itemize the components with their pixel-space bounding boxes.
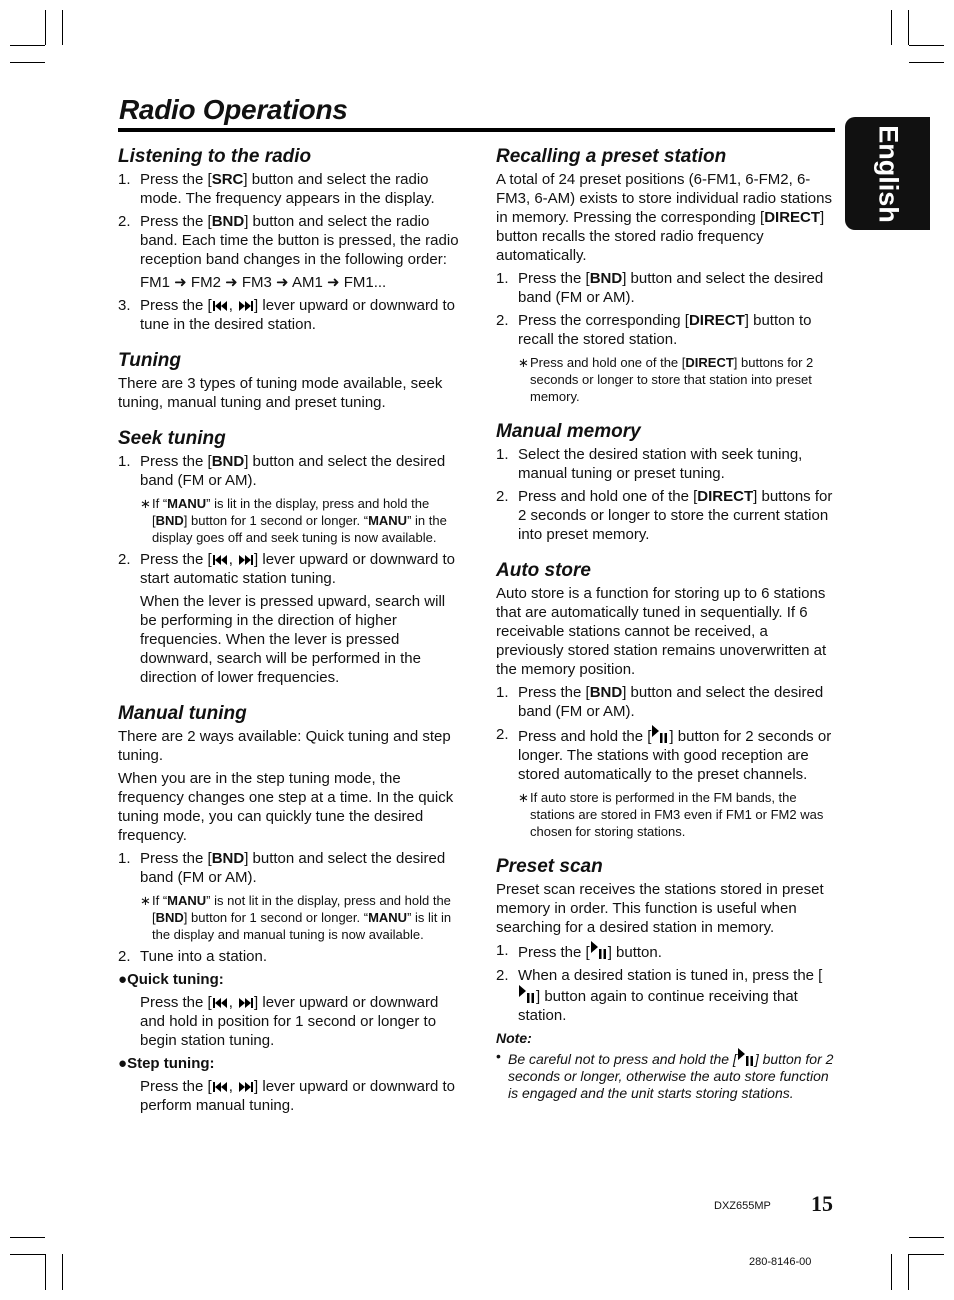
crop-mark (909, 45, 944, 46)
button-name: BND (211, 850, 245, 867)
step (496, 311, 836, 405)
part-number: 280-8146-00 (749, 1256, 812, 1268)
step (118, 296, 463, 334)
button-name: DIRECT (697, 488, 754, 505)
footnote-text: ” is lit in the display, press and hold the [ (152, 496, 430, 528)
section-preset-scan (496, 856, 836, 1102)
bullet-icon: ● (118, 1055, 128, 1072)
step-text: Press and hold one of the [ (518, 488, 698, 505)
step-number: 2. (496, 967, 509, 984)
footnote (518, 789, 836, 840)
crop-mark (891, 1254, 892, 1290)
indicator-name: MANU (368, 513, 408, 528)
seek-up-icon (237, 300, 254, 312)
seek-down-icon (212, 1081, 229, 1093)
step-text: ] button and select the radio band. Each time the button is pressed, the radio reception band changes in the following order: (140, 213, 459, 268)
button-name: DIRECT (685, 355, 734, 370)
button-name: DIRECT (764, 209, 821, 226)
section-heading: Tuning (118, 350, 181, 371)
step (496, 445, 836, 483)
section-auto-store (496, 560, 836, 840)
step-text: ] button to recall the stored station. (518, 312, 812, 348)
footnote-text: ] button for 1 second or longer. “ (183, 910, 369, 925)
band-label: FM1 (140, 274, 170, 291)
footnote-text: ” is lit in the display and manual tuning is now available. (152, 910, 452, 942)
section-heading: Preset scan (496, 856, 603, 877)
indicator-name: MANU (167, 496, 207, 511)
paragraph: When you are in the step tuning mode, the frequency changes one step at a time. In the quick tuning mode, you can quickly tune the desired frequency. (118, 770, 454, 844)
step-text: Press the [ (140, 994, 212, 1011)
step (118, 947, 463, 966)
step-text: ] lever upward or downward to perform manual tuning. (140, 1078, 455, 1114)
step-text: Press the [ (518, 270, 590, 287)
step (118, 550, 463, 687)
seek-down-icon (212, 300, 229, 312)
footnote-mark: ∗ (518, 355, 529, 370)
paragraph-text: ] button recalls the stored radio frequency automatically. (496, 209, 825, 264)
note-heading: Note: (496, 1030, 532, 1046)
step-text: Press the [ (140, 551, 212, 568)
step (496, 683, 836, 721)
step-number: 2. (496, 312, 509, 329)
step-text: ] lever upward or downward and hold in position for 1 second or longer to begin station tuning. (140, 994, 439, 1049)
play-pause-icon (651, 725, 669, 743)
paragraph: There are 3 types of tuning mode available, seek tuning, manual tuning and preset tuning. (118, 375, 443, 411)
step-text: ] button and select the desired band (FM or AM). (518, 684, 824, 720)
step-text: ] button and select the desired band (FM or AM). (140, 453, 446, 489)
step (496, 966, 836, 1025)
bullet-text (118, 1077, 463, 1115)
crop-mark (909, 1254, 944, 1255)
step-text: Press the [ (140, 171, 212, 188)
crop-mark (908, 1254, 909, 1290)
separator: , (228, 994, 233, 1011)
bullet-icon: ● (118, 971, 128, 988)
paragraph: Preset scan receives the stations stored in preset memory in order. This function is useful when searching for a desired station in memory. (496, 881, 824, 936)
step-number: 2. (496, 726, 509, 743)
footnote-text: ] button for 1 second or longer. “ (183, 513, 369, 528)
paragraph (496, 170, 836, 265)
step-text: Press the corresponding [ (518, 312, 689, 329)
section-heading: Listening to the radio (118, 146, 312, 167)
step-number: 3. (118, 297, 131, 314)
step-text: ] button and select the desired band (FM or AM). (518, 270, 824, 306)
crop-mark (909, 62, 944, 63)
footnote-text: ” in the display goes off and seek tuning is now available. (152, 513, 447, 545)
footnote-mark: ∗ (140, 893, 151, 908)
footnote-text: ” is not lit in the display, press and hold the [ (152, 893, 451, 925)
step-number: 2. (496, 488, 509, 505)
step-number: 1. (496, 684, 509, 701)
step-text: Press the [ (518, 944, 590, 961)
indicator-name: MANU (368, 910, 408, 925)
step-number: 1. (496, 942, 509, 959)
section-recall-preset (496, 146, 836, 405)
step-list (118, 849, 463, 966)
band-label: FM1... (343, 274, 387, 291)
step-text: ] button. (607, 944, 662, 961)
step (118, 212, 463, 292)
separator: , (228, 297, 233, 314)
language-tab-label: English (873, 124, 903, 223)
section-heading: Seek tuning (118, 428, 226, 449)
band-label: FM3 (241, 274, 272, 291)
step-list (496, 683, 836, 840)
step (496, 487, 836, 544)
step (118, 849, 463, 943)
seek-up-icon (237, 997, 254, 1009)
bullet-heading (118, 1054, 463, 1073)
step-text: Press the [ (140, 213, 212, 230)
section-seek-tuning (118, 428, 463, 687)
crop-mark (909, 1237, 944, 1238)
step-detail: When the lever is pressed upward, search will be performing in the direction of higher frequencies. When the lever is pressed downward, search will be performed in the direction of lower frequencies. (140, 593, 446, 686)
step-list (118, 452, 463, 687)
step-number: 1. (118, 850, 131, 867)
footnote-text: Press and hold one of the [ (530, 355, 686, 370)
crop-mark (45, 10, 46, 45)
step-text: ] buttons for 2 seconds or longer to store the current station into preset memory. (518, 488, 833, 543)
button-name: BND (155, 910, 184, 925)
arrow-icon: ➜ (276, 274, 289, 291)
footnote (518, 354, 836, 405)
seek-up-icon (237, 1081, 254, 1093)
crop-mark (891, 10, 892, 45)
play-pause-icon (518, 985, 536, 1003)
paragraph-text: A total of 24 preset positions (6-FM1, 6-FM2, 6-FM3, 6-AM) exists to store individual radio stations in memory. Pressing the corresponding [ (496, 171, 832, 226)
step (118, 452, 463, 546)
bullet-label: Step tuning: (127, 1055, 215, 1072)
step-text: Press the [ (140, 850, 212, 867)
section-heading: Auto store (496, 560, 591, 581)
button-name: BND (211, 213, 245, 230)
step-number: 2. (118, 551, 131, 568)
button-name: SRC (211, 171, 244, 188)
step-number: 2. (118, 213, 131, 230)
note-bullet: • (496, 1048, 501, 1064)
model-number: DXZ655MP (714, 1200, 771, 1212)
step-text: Press the [ (518, 684, 590, 701)
bullet-label: Quick tuning: (127, 971, 224, 988)
play-pause-icon (737, 1048, 755, 1066)
step-text: Press the [ (140, 453, 212, 470)
footnote-text: If “ (152, 893, 168, 908)
step-list (496, 941, 836, 1025)
step-text: Press the [ (140, 1078, 212, 1095)
step-number: 1. (118, 453, 131, 470)
footnote-text: If “ (152, 496, 168, 511)
step-text: When a desired station is tuned in, press the [ (518, 967, 823, 984)
crop-mark (45, 1254, 46, 1290)
page-number: 15 (811, 1191, 833, 1216)
crop-mark (10, 1254, 45, 1255)
separator: , (228, 551, 233, 568)
separator: , (228, 1078, 233, 1095)
step-number: 1. (118, 171, 131, 188)
paragraph: There are 2 ways available: Quick tuning and step tuning. (118, 728, 451, 764)
step-text: Tune into a station. (140, 948, 268, 965)
footnote (140, 495, 463, 546)
band-sequence (140, 273, 463, 292)
step (496, 725, 836, 840)
section-heading: Recalling a preset station (496, 146, 727, 167)
footnote-mark: ∗ (518, 790, 529, 805)
step-number: 1. (496, 446, 509, 463)
step-text: ] button and select the desired band (FM or AM). (140, 850, 446, 886)
button-name: BND (589, 684, 623, 701)
step-text: ] button for 2 seconds or longer. The stations with good reception are stored automatically to the preset channels. (518, 728, 832, 783)
left-column (118, 146, 463, 1131)
title-rule (118, 128, 835, 132)
step-text: Press the [ (140, 297, 212, 314)
step-text: Press and hold the [ (518, 728, 652, 745)
section-manual-tuning (118, 703, 463, 1115)
paragraph: Auto store is a function for storing up to 6 stations that are automatically tuned in sequentially. If 6 receivable stations cannot be received, a previously stored station remains unoverwritten at the memory position. (496, 585, 827, 678)
section-listening (118, 146, 463, 334)
bullet-text (118, 993, 463, 1050)
footnote-text: ] buttons for 2 seconds or longer to store that station into preset memory. (530, 355, 814, 404)
seek-up-icon (237, 554, 254, 566)
step-text: ] button again to continue receiving that station. (518, 988, 798, 1024)
seek-down-icon (212, 554, 229, 566)
crop-mark (62, 1254, 63, 1290)
arrow-icon: ➜ (326, 274, 340, 291)
language-tab (845, 117, 930, 230)
step-text: ] button and select the radio mode. The frequency appears in the display. (140, 171, 435, 207)
band-label: AM1 (291, 274, 323, 291)
section-heading: Manual memory (496, 421, 641, 442)
button-name: BND (589, 270, 623, 287)
footnote (140, 892, 463, 943)
step-text: ] lever upward or downward to start automatic station tuning. (140, 551, 455, 587)
step (118, 170, 463, 208)
step-number: 1. (496, 270, 509, 287)
bullet-heading (118, 970, 463, 989)
crop-mark (10, 1237, 45, 1238)
crop-mark (908, 10, 909, 45)
step (496, 269, 836, 307)
note (496, 1048, 836, 1102)
note-text: Be careful not to press and hold the [ (508, 1051, 737, 1067)
step (496, 941, 836, 962)
footnote-mark: ∗ (140, 496, 151, 511)
button-name: BND (155, 513, 184, 528)
right-column (496, 146, 836, 1118)
button-name: BND (211, 453, 245, 470)
arrow-icon: ➜ (174, 274, 187, 291)
footnote-text: If auto store is performed in the FM bands, the stations are stored in FM3 even if FM1 or FM2 was chosen for storing stations. (530, 790, 824, 839)
crop-mark (62, 10, 63, 45)
page-title: Radio Operations (119, 94, 348, 125)
seek-down-icon (212, 997, 229, 1009)
section-manual-memory (496, 421, 836, 544)
step-list (118, 170, 463, 334)
indicator-name: MANU (167, 893, 207, 908)
arrow-icon: ➜ (225, 274, 238, 291)
step-list (496, 269, 836, 405)
section-heading: Manual tuning (118, 703, 247, 724)
crop-mark (10, 62, 45, 63)
step-number: 2. (118, 948, 131, 965)
crop-mark (10, 45, 45, 46)
play-pause-icon (590, 941, 608, 959)
section-tuning (118, 350, 463, 412)
button-name: DIRECT (688, 312, 745, 329)
step-text: Select the desired station with seek tuning, manual tuning or preset tuning. (518, 446, 803, 482)
note-text: ] button for 2 seconds or longer, otherwise the auto store function is engaged and the unit starts storing stations. (508, 1051, 834, 1101)
band-label: FM2 (190, 274, 221, 291)
step-text: ] lever upward or downward to tune in the desired station. (140, 297, 455, 333)
step-list (496, 445, 836, 544)
